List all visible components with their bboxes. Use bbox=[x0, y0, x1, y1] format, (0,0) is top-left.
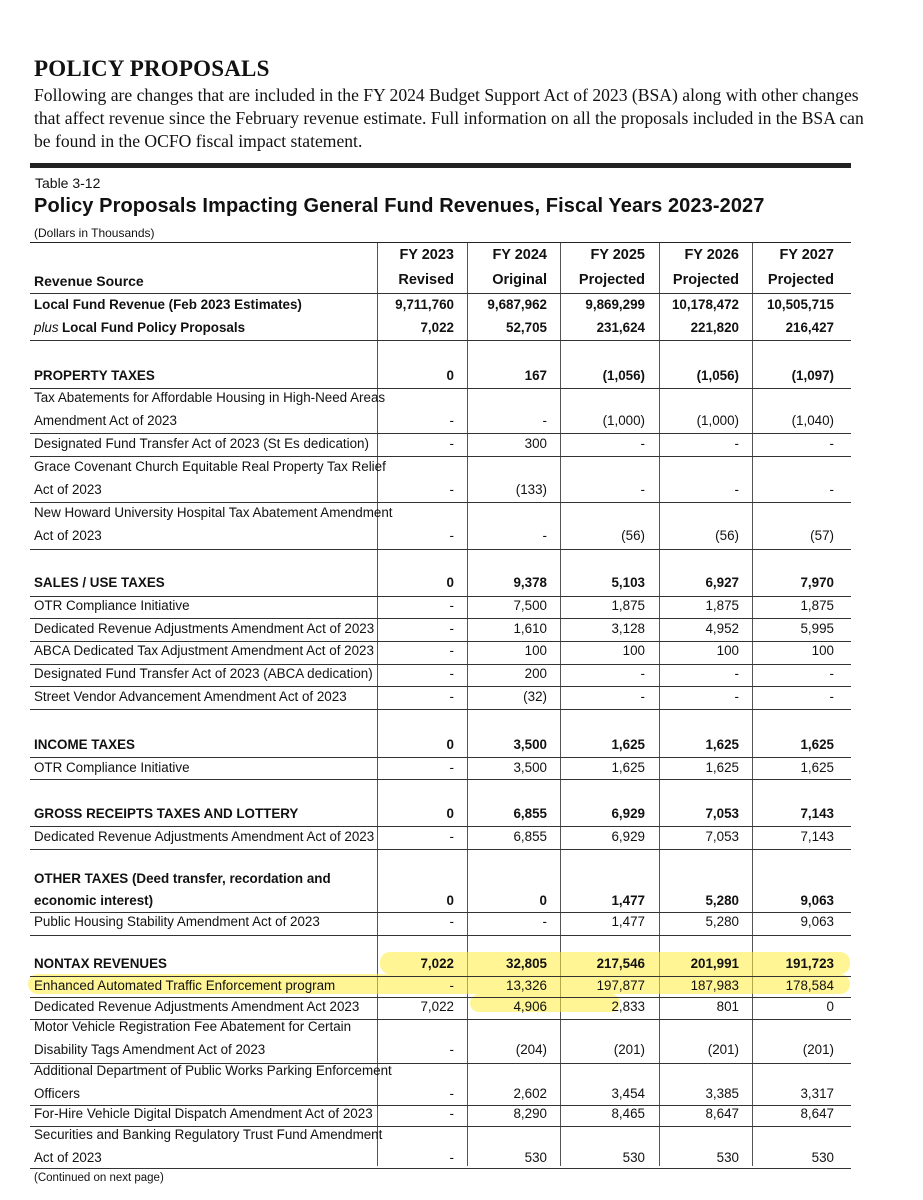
value-cell: - bbox=[449, 1042, 454, 1057]
row-divider bbox=[30, 826, 851, 827]
row-divider bbox=[30, 757, 851, 758]
value-cell: - bbox=[449, 978, 454, 993]
row-divider bbox=[30, 388, 851, 389]
value-cell: 6,855 bbox=[513, 829, 547, 844]
row-label-line2: Act of 2023 bbox=[34, 528, 102, 543]
value-cell: 13,326 bbox=[506, 978, 547, 993]
row-label: OTR Compliance Initiative bbox=[34, 760, 190, 775]
value-cell: - bbox=[449, 760, 454, 775]
value-cell: 5,995 bbox=[800, 621, 834, 636]
value-cell: (204) bbox=[515, 1042, 547, 1057]
value-cell: - bbox=[542, 914, 547, 929]
value-cell: 100 bbox=[811, 643, 834, 658]
value-cell: 4,952 bbox=[705, 621, 739, 636]
col-sub-fy2024: Original bbox=[492, 272, 547, 288]
value-cell: 100 bbox=[716, 643, 739, 658]
value-cell: (1,097) bbox=[791, 368, 834, 383]
value-cell: 3,317 bbox=[800, 1086, 834, 1101]
value-cell: - bbox=[829, 689, 834, 704]
value-cell: 1,625 bbox=[611, 760, 645, 775]
value-cell: (56) bbox=[715, 528, 739, 543]
value-cell: 1,875 bbox=[800, 598, 834, 613]
value-cell: - bbox=[449, 829, 454, 844]
value-cell: 7,500 bbox=[513, 598, 547, 613]
value-cell: - bbox=[542, 528, 547, 543]
value-cell: (133) bbox=[515, 482, 547, 497]
value-cell: 0 bbox=[539, 893, 547, 908]
value-cell: 32,805 bbox=[506, 956, 547, 971]
value-cell: - bbox=[542, 413, 547, 428]
value-cell: 6,927 bbox=[705, 575, 739, 590]
row-label: Public Housing Stability Amendment Act of 2023 bbox=[34, 914, 320, 929]
col-year-fy2026: FY 2026 bbox=[684, 247, 739, 263]
value-cell: 3,500 bbox=[513, 760, 547, 775]
property-taxes-heading: PROPERTY TAXES bbox=[34, 368, 155, 383]
value-cell: 1,625 bbox=[705, 737, 739, 752]
value-cell: 1,477 bbox=[611, 914, 645, 929]
value-cell: 216,427 bbox=[785, 320, 834, 335]
col-year-fy2023: FY 2023 bbox=[399, 247, 454, 263]
value-cell: 7,053 bbox=[705, 806, 739, 821]
row-label: OTR Compliance Initiative bbox=[34, 598, 190, 613]
value-cell: 100 bbox=[524, 643, 547, 658]
plus-prefix: plus bbox=[34, 320, 59, 335]
value-cell: - bbox=[734, 689, 739, 704]
col-sub-fy2026: Projected bbox=[672, 272, 739, 288]
local-fund-revenue-label: Local Fund Revenue (Feb 2023 Estimates) bbox=[34, 297, 302, 312]
value-cell: 7,022 bbox=[420, 956, 454, 971]
value-cell: 8,647 bbox=[705, 1106, 739, 1121]
value-cell: 3,454 bbox=[611, 1086, 645, 1101]
row-divider bbox=[30, 641, 851, 642]
row-label: Street Vendor Advancement Amendment Act of 2023 bbox=[34, 689, 347, 704]
value-cell: 187,983 bbox=[690, 978, 739, 993]
row-label-line1: Securities and Banking Regulatory Trust Fund Amendment bbox=[34, 1127, 383, 1142]
section-divider bbox=[30, 163, 851, 168]
policy-proposals-label: Local Fund Policy Proposals bbox=[62, 320, 246, 335]
value-cell: 801 bbox=[716, 999, 739, 1014]
value-cell: (201) bbox=[613, 1042, 645, 1057]
value-cell: 0 bbox=[446, 893, 454, 908]
table-label: Table 3-12 bbox=[35, 175, 101, 191]
row-divider bbox=[30, 549, 851, 550]
row-label-line1: Motor Vehicle Registration Fee Abatement for Certain bbox=[34, 1019, 352, 1034]
value-cell: 10,505,715 bbox=[766, 297, 834, 312]
value-cell: 8,647 bbox=[800, 1106, 834, 1121]
row-label-line1: Tax Abatements for Affordable Housing in High-Need Areas bbox=[34, 390, 386, 405]
value-cell: 221,820 bbox=[690, 320, 739, 335]
value-cell: (32) bbox=[523, 689, 547, 704]
row-label-line1: Additional Department of Public Works Parking Enforcement bbox=[34, 1063, 392, 1078]
value-cell: 0 bbox=[446, 575, 454, 590]
col-sub-fy2027: Projected bbox=[767, 272, 834, 288]
revenue-source-header: Revenue Source bbox=[34, 273, 144, 289]
row-label: Dedicated Revenue Adjustments Amendment Act of 2023 bbox=[34, 829, 375, 844]
value-cell: 100 bbox=[622, 643, 645, 658]
row-label-line1: New Howard University Hospital Tax Abatement Amendment bbox=[34, 505, 393, 520]
col-year-fy2025: FY 2025 bbox=[590, 247, 645, 263]
row-label: For-Hire Vehicle Digital Dispatch Amendment Act of 2023 bbox=[34, 1106, 373, 1121]
col-year-fy2024: FY 2024 bbox=[492, 247, 547, 263]
value-cell: 200 bbox=[524, 666, 547, 681]
value-cell: 0 bbox=[446, 737, 454, 752]
gross-receipts-heading: GROSS RECEIPTS TAXES AND LOTTERY bbox=[34, 806, 299, 821]
row-divider bbox=[30, 618, 851, 619]
value-cell: 178,584 bbox=[785, 978, 834, 993]
value-cell: - bbox=[449, 1106, 454, 1121]
value-cell: (57) bbox=[810, 528, 834, 543]
intro-paragraph: Following are changes that are included in the FY 2024 Budget Support Act of 2023 (BSA) along with other changes that affect revenue since the February revenue estimate. Full information on all the proposals included in the BSA can be found in the OCFO fiscal impact statement. bbox=[34, 85, 864, 151]
row-label: Dedicated Revenue Adjustments Amendment Act 2023 bbox=[34, 999, 360, 1014]
value-cell: 6,929 bbox=[611, 806, 645, 821]
value-cell: 1,875 bbox=[611, 598, 645, 613]
row-label: Designated Fund Transfer Act of 2023 (St Es dedication) bbox=[34, 436, 369, 451]
value-cell: - bbox=[734, 666, 739, 681]
row-divider bbox=[30, 502, 851, 503]
row-divider bbox=[30, 997, 851, 998]
row-label-line2: Officers bbox=[34, 1086, 80, 1101]
value-cell: 530 bbox=[622, 1150, 645, 1165]
row-label-line2: Disability Tags Amendment Act of 2023 bbox=[34, 1042, 266, 1057]
value-cell: 8,290 bbox=[513, 1106, 547, 1121]
value-cell: - bbox=[449, 436, 454, 451]
value-cell: 52,705 bbox=[506, 320, 547, 335]
value-cell: - bbox=[449, 666, 454, 681]
table-units: (Dollars in Thousands) bbox=[34, 226, 155, 240]
row-divider bbox=[30, 849, 851, 850]
value-cell: - bbox=[640, 436, 645, 451]
value-cell: 9,063 bbox=[800, 914, 834, 929]
table-title: Policy Proposals Impacting General Fund Revenues, Fiscal Years 2023-2027 bbox=[34, 195, 765, 217]
value-cell: (56) bbox=[621, 528, 645, 543]
value-cell: 1,477 bbox=[611, 893, 645, 908]
col-sub-fy2023: Revised bbox=[398, 272, 454, 288]
row-divider bbox=[30, 935, 851, 936]
value-cell: - bbox=[449, 528, 454, 543]
value-cell: - bbox=[829, 666, 834, 681]
value-cell: 530 bbox=[524, 1150, 547, 1165]
value-cell: - bbox=[829, 436, 834, 451]
value-cell: 5,103 bbox=[611, 575, 645, 590]
value-cell: (201) bbox=[707, 1042, 739, 1057]
value-cell: 231,624 bbox=[596, 320, 645, 335]
value-cell: 191,723 bbox=[785, 956, 834, 971]
row-divider bbox=[30, 1168, 851, 1169]
other-taxes-heading-line2: economic interest) bbox=[34, 893, 154, 908]
value-cell: - bbox=[734, 436, 739, 451]
row-divider bbox=[30, 456, 851, 457]
value-cell: 3,500 bbox=[513, 737, 547, 752]
value-cell: 1,625 bbox=[800, 737, 834, 752]
value-cell: 6,929 bbox=[611, 829, 645, 844]
nontax-revenues-heading: NONTAX REVENUES bbox=[34, 956, 167, 971]
column-divider bbox=[377, 243, 378, 1166]
row-label-line2: Act of 2023 bbox=[34, 1150, 102, 1165]
column-divider bbox=[752, 243, 753, 1166]
value-cell: 9,869,299 bbox=[585, 297, 645, 312]
value-cell: (201) bbox=[802, 1042, 834, 1057]
value-cell: - bbox=[449, 914, 454, 929]
value-cell: 167 bbox=[524, 368, 547, 383]
value-cell: 7,143 bbox=[800, 829, 834, 844]
value-cell: 6,855 bbox=[513, 806, 547, 821]
value-cell: 1,625 bbox=[705, 760, 739, 775]
income-taxes-heading: INCOME TAXES bbox=[34, 737, 135, 752]
value-cell: - bbox=[449, 598, 454, 613]
value-cell: - bbox=[640, 689, 645, 704]
column-divider bbox=[560, 243, 561, 1166]
row-divider bbox=[30, 779, 851, 780]
row-label: Designated Fund Transfer Act of 2023 (ABCA dedication) bbox=[34, 666, 373, 681]
value-cell: - bbox=[449, 621, 454, 636]
value-cell: - bbox=[449, 1150, 454, 1165]
row-divider bbox=[30, 433, 851, 434]
value-cell: 217,546 bbox=[596, 956, 645, 971]
value-cell: 530 bbox=[716, 1150, 739, 1165]
value-cell: 4,906 bbox=[513, 999, 547, 1014]
value-cell: (1,040) bbox=[791, 413, 834, 428]
row-divider bbox=[30, 340, 851, 341]
row-label-line2: Amendment Act of 2023 bbox=[34, 413, 177, 428]
row-label: ABCA Dedicated Tax Adjustment Amendment Act of 2023 bbox=[34, 643, 374, 658]
continued-note: (Continued on next page) bbox=[34, 1172, 164, 1184]
row-divider bbox=[30, 912, 851, 913]
col-sub-fy2025: Projected bbox=[578, 272, 645, 288]
value-cell: 9,711,760 bbox=[395, 297, 454, 312]
value-cell: 3,128 bbox=[611, 621, 645, 636]
value-cell: 197,877 bbox=[596, 978, 645, 993]
value-cell: 300 bbox=[524, 436, 547, 451]
value-cell: 530 bbox=[811, 1150, 834, 1165]
value-cell: 5,280 bbox=[705, 893, 739, 908]
row-divider bbox=[30, 664, 851, 665]
row-label: Enhanced Automated Traffic Enforcement program bbox=[34, 978, 336, 993]
value-cell: 9,063 bbox=[800, 893, 834, 908]
row-label-line2: Act of 2023 bbox=[34, 482, 102, 497]
value-cell: - bbox=[449, 482, 454, 497]
value-cell: - bbox=[640, 666, 645, 681]
row-divider bbox=[30, 293, 851, 294]
value-cell: - bbox=[829, 482, 834, 497]
value-cell: - bbox=[640, 482, 645, 497]
value-cell: - bbox=[449, 689, 454, 704]
value-cell: 1,625 bbox=[611, 737, 645, 752]
other-taxes-heading-line1: OTHER TAXES (Deed transfer, recordation and bbox=[34, 871, 331, 886]
value-cell: 7,022 bbox=[420, 999, 454, 1014]
value-cell: - bbox=[449, 643, 454, 658]
value-cell: - bbox=[449, 1086, 454, 1101]
value-cell: 7,970 bbox=[800, 575, 834, 590]
value-cell: 2,602 bbox=[513, 1086, 547, 1101]
value-cell: 8,465 bbox=[611, 1106, 645, 1121]
value-cell: (1,000) bbox=[696, 413, 739, 428]
value-cell: 9,378 bbox=[513, 575, 547, 590]
row-label: Dedicated Revenue Adjustments Amendment Act of 2023 bbox=[34, 621, 375, 636]
value-cell: 1,610 bbox=[513, 621, 547, 636]
row-divider bbox=[30, 686, 851, 687]
value-cell: 2,833 bbox=[611, 999, 645, 1014]
value-cell: 7,053 bbox=[705, 829, 739, 844]
value-cell: - bbox=[449, 413, 454, 428]
sales-use-taxes-heading: SALES / USE TAXES bbox=[34, 575, 165, 590]
table-top-rule bbox=[30, 242, 851, 243]
section-heading: POLICY PROPOSALS bbox=[34, 56, 270, 81]
value-cell: 10,178,472 bbox=[671, 297, 739, 312]
value-cell: 9,687,962 bbox=[487, 297, 547, 312]
value-cell: 3,385 bbox=[705, 1086, 739, 1101]
value-cell: 0 bbox=[446, 368, 454, 383]
column-divider bbox=[467, 243, 468, 1166]
value-cell: 201,991 bbox=[690, 956, 739, 971]
col-year-fy2027: FY 2027 bbox=[779, 247, 834, 263]
value-cell: 0 bbox=[446, 806, 454, 821]
value-cell: 1,875 bbox=[705, 598, 739, 613]
value-cell: 1,625 bbox=[800, 760, 834, 775]
row-divider bbox=[30, 709, 851, 710]
value-cell: 0 bbox=[826, 999, 834, 1014]
value-cell: 7,143 bbox=[800, 806, 834, 821]
value-cell: (1,056) bbox=[602, 368, 645, 383]
row-label-line1: Grace Covenant Church Equitable Real Property Tax Relief bbox=[34, 459, 386, 474]
value-cell: - bbox=[734, 482, 739, 497]
row-divider bbox=[30, 976, 851, 977]
column-divider bbox=[659, 243, 660, 1166]
value-cell: 7,022 bbox=[420, 320, 454, 335]
value-cell: (1,056) bbox=[696, 368, 739, 383]
value-cell: 5,280 bbox=[705, 914, 739, 929]
row-divider bbox=[30, 596, 851, 597]
value-cell: (1,000) bbox=[602, 413, 645, 428]
